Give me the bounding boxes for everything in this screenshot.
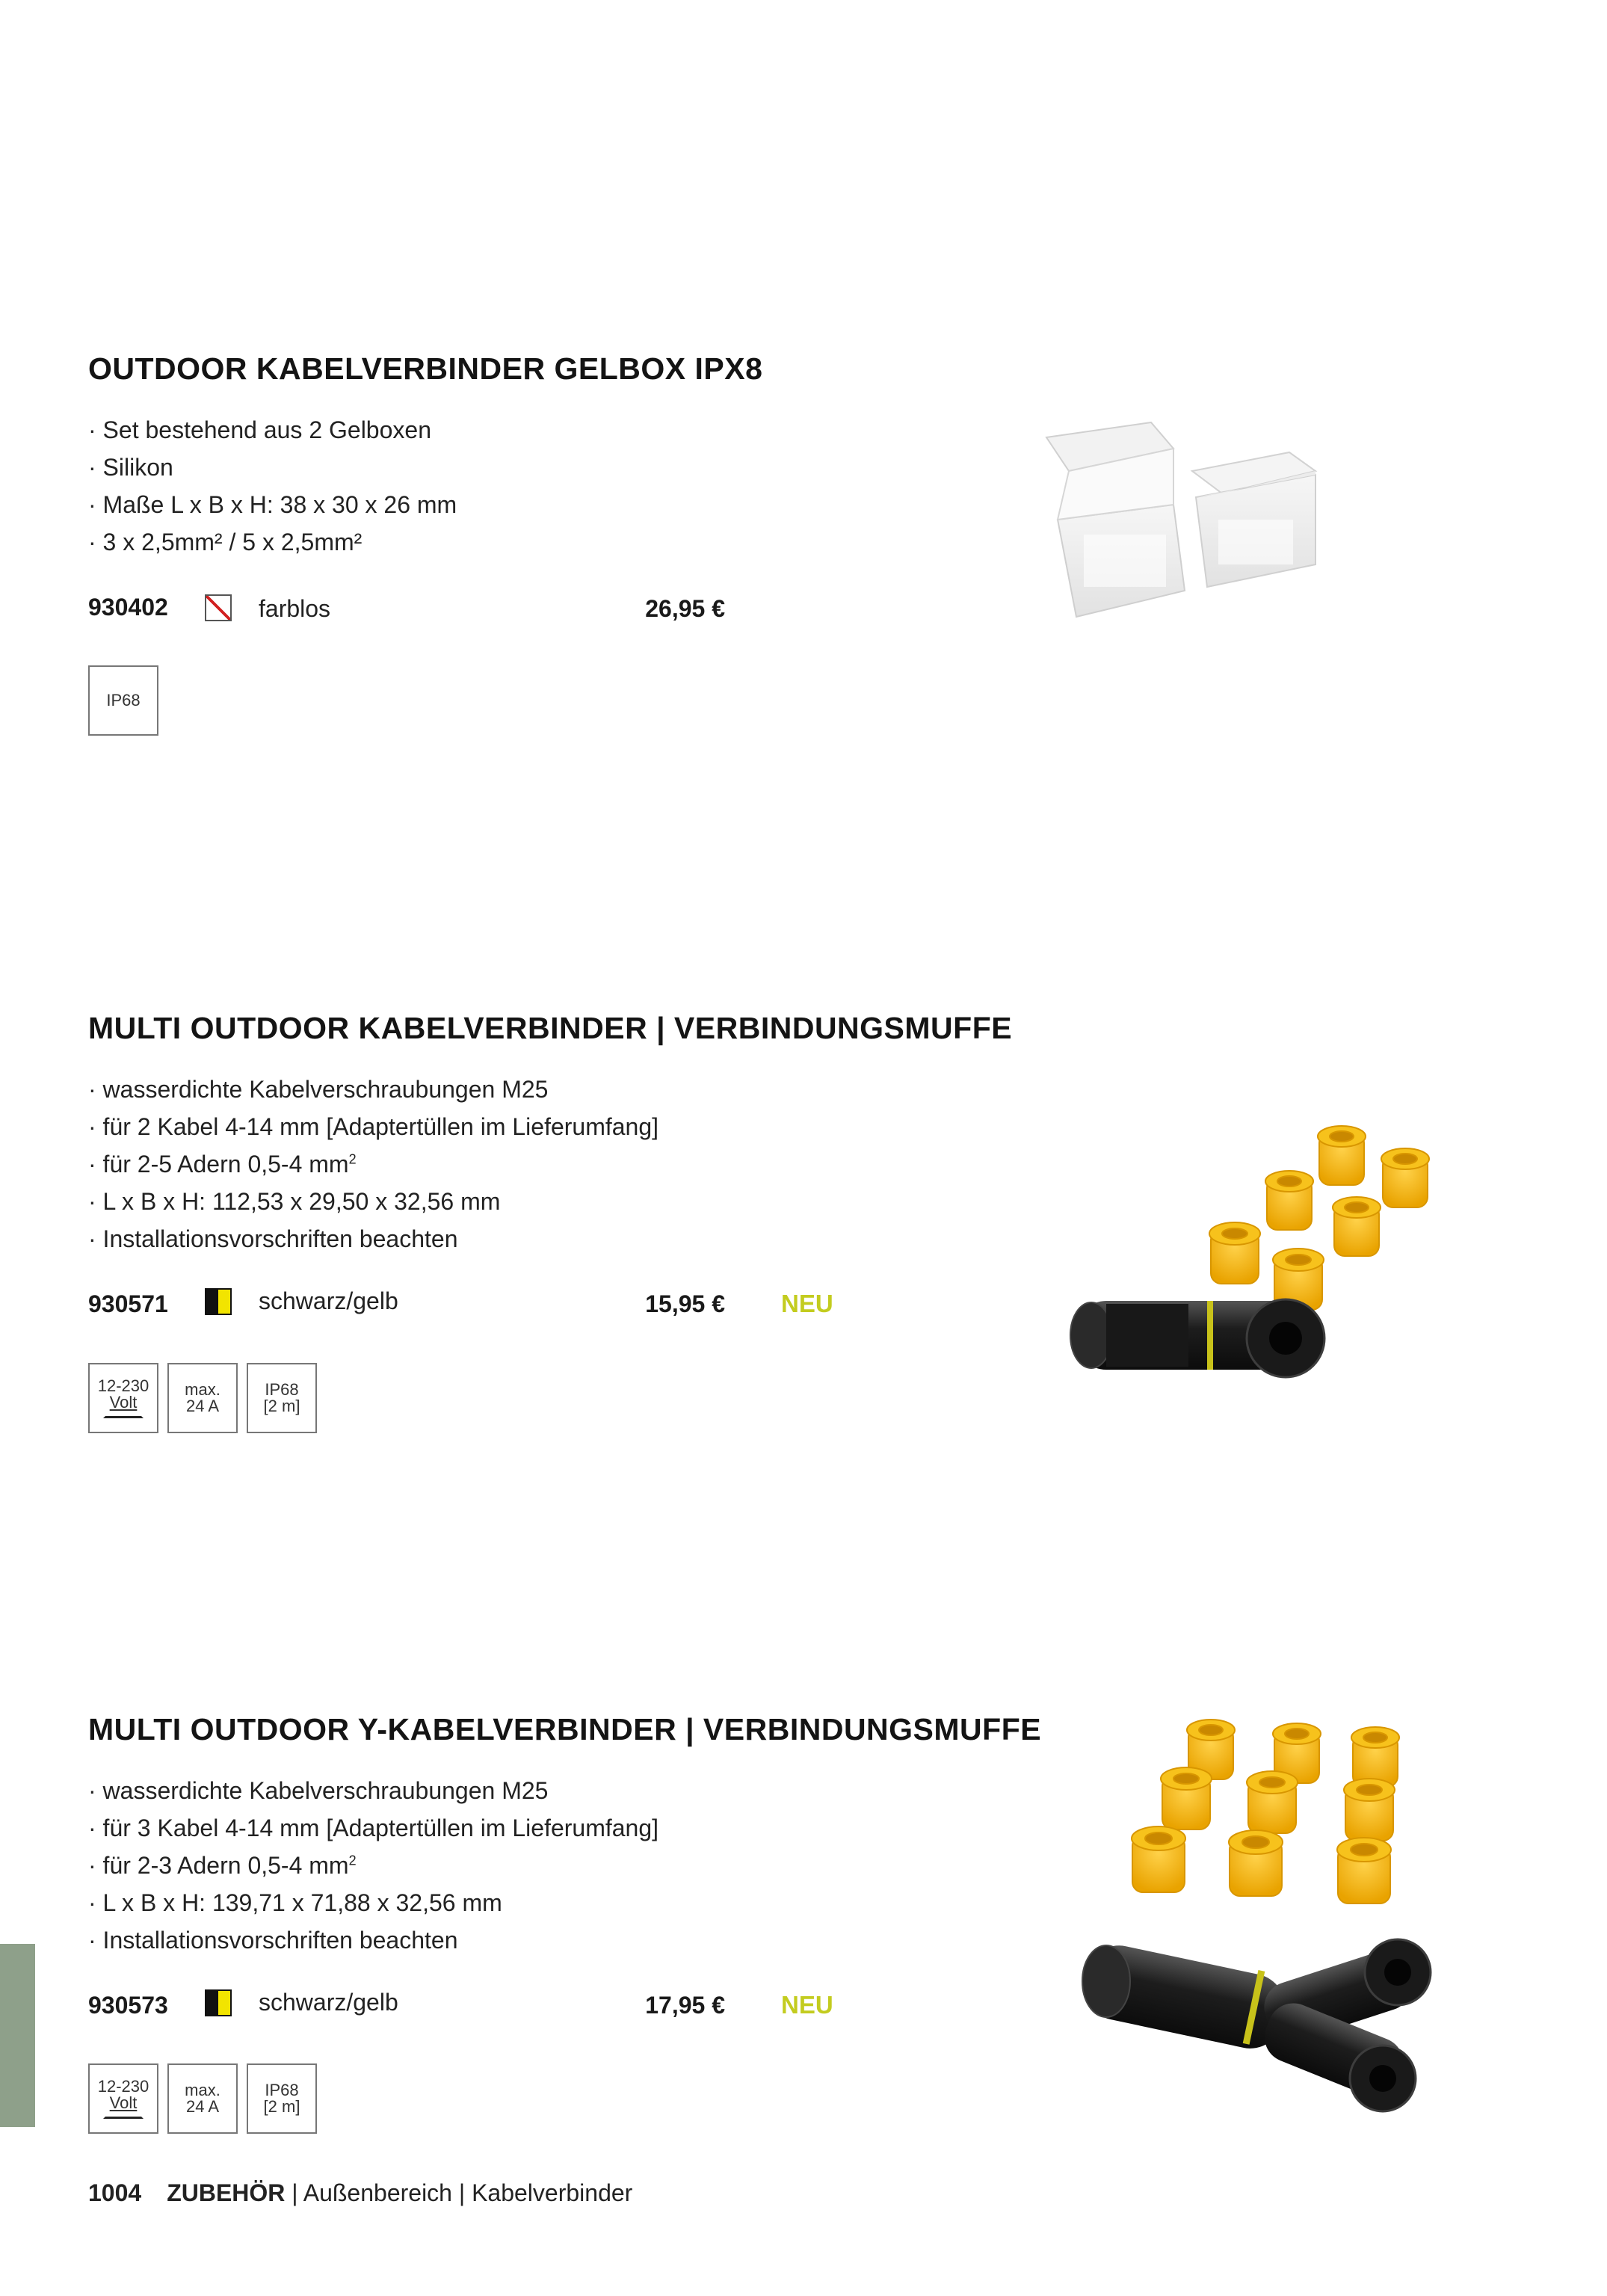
ampere-badge (167, 2063, 238, 2134)
article-number: 930573 (88, 1992, 168, 2019)
voltage-badge (88, 2063, 158, 2134)
ip-rating-badge (88, 665, 158, 736)
voltage-range: 12-230 (97, 1376, 149, 1395)
voltage-unit: Volt (109, 1393, 138, 1412)
feature-item: · 3 x 2,5mm² / 5 x 2,5mm² (88, 523, 457, 561)
article-number: 930402 (88, 594, 168, 621)
new-badge: NEU (781, 1991, 833, 2019)
voltage-range: 12-230 (97, 2077, 149, 2096)
feature-item: · für 2-5 Adern 0,5-4 $mm^2$ (88, 1145, 658, 1183)
page-footer (88, 2179, 632, 2207)
color-swatch-black-yellow (205, 1288, 232, 1315)
product-title: MULTI OUTDOOR KABELVERBINDER | VERBINDUNGSMUFFE (88, 1011, 1013, 1045)
footer-path: | Außenbereich | Kabelverbinder (285, 2179, 633, 2206)
feature-item: · wasserdichte Kabelverschraubungen M25 (88, 1772, 658, 1809)
product-title: MULTI OUTDOOR Y-KABELVERBINDER | VERBINDUNGSMUFFE (88, 1712, 1042, 1746)
voltage-symbol (103, 2113, 144, 2119)
ip-rating-label: IP68 (265, 2081, 299, 2099)
feature-item: · Silikon (88, 449, 457, 486)
price: 26,95 € (645, 595, 725, 622)
feature-item: · Maße L x B x H: 38 x 30 x 26 mm (88, 486, 457, 523)
feature-item: · wasserdichte Kabelverschraubungen M25 (88, 1071, 658, 1108)
ip-rating-badge (247, 2063, 317, 2134)
product-title: OUTDOOR KABELVERBINDER GELBOX IPX8 (88, 351, 763, 386)
feature-list (88, 411, 457, 561)
section-tab-marker (0, 1944, 35, 2127)
ampere-badge (167, 1363, 238, 1433)
page-number: 1004 (88, 2179, 142, 2206)
ip-rating-badge (247, 1363, 317, 1433)
feature-item: · für 2 Kabel 4-14 mm [Adaptertüllen im Lieferumfang] (88, 1108, 658, 1145)
ip-rating-label: IP68 (106, 691, 141, 710)
color-name: schwarz/gelb (259, 1287, 398, 1314)
price: 17,95 € (645, 1992, 725, 2019)
feature-item: · für 3 Kabel 4-14 mm [Adaptertüllen im Lieferumfang] (88, 1809, 658, 1847)
gelbox-photo (1024, 415, 1338, 624)
ampere-label: max. (185, 2081, 220, 2099)
color-swatch-black-yellow (205, 1989, 232, 2016)
voltage-unit: Volt (109, 2093, 138, 2112)
ip-depth-label: [2 m] (263, 2097, 300, 2116)
feature-item: · Installationsvorschriften beachten (88, 1921, 658, 1959)
ampere-label: max. (185, 1380, 220, 1399)
price: 15,95 € (645, 1290, 725, 1317)
y-connector-photo (1069, 1705, 1458, 2138)
connector-photo (1061, 1121, 1450, 1421)
color-swatch-colorless (205, 594, 232, 621)
ampere-value: 24 A (185, 1397, 220, 1415)
feature-item: · für 2-3 Adern 0,5-4 $mm^2$ (88, 1847, 658, 1884)
footer-category: ZUBEHÖR (167, 2179, 286, 2206)
voltage-badge (88, 1363, 158, 1433)
ip-rating-label: IP68 (265, 1380, 299, 1399)
new-badge: NEU (781, 1290, 833, 1317)
color-name: schwarz/gelb (259, 1989, 398, 2016)
article-number: 930571 (88, 1290, 168, 1317)
color-name: farblos (259, 595, 331, 622)
feature-item: · L x B x H: 112,53 x 29,50 x 32,56 mm (88, 1183, 658, 1220)
feature-item: · Set bestehend aus 2 Gelboxen (88, 411, 457, 449)
ip-depth-label: [2 m] (263, 1397, 300, 1415)
voltage-symbol (103, 1412, 144, 1418)
feature-list (88, 1772, 658, 1959)
ampere-value: 24 A (185, 2097, 220, 2116)
feature-item: · Installationsvorschriften beachten (88, 1220, 658, 1258)
feature-item: · L x B x H: 139,71 x 71,88 x 32,56 mm (88, 1884, 658, 1921)
feature-list (88, 1071, 658, 1258)
